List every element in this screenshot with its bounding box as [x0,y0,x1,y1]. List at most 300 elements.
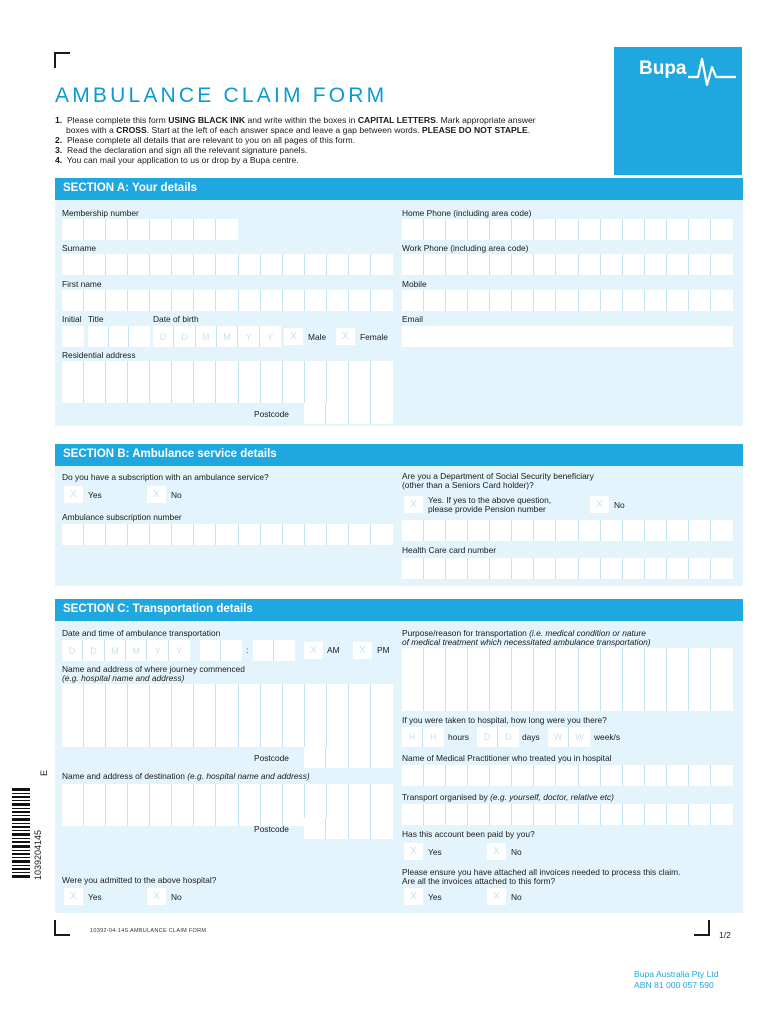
field-cell[interactable] [128,726,150,747]
field-cell[interactable] [446,254,468,275]
field-cell[interactable] [534,669,556,690]
field-cell[interactable] [239,361,261,382]
field-cell[interactable] [645,690,667,711]
field-cell[interactable] [424,804,446,825]
field-cell[interactable] [601,219,623,240]
field-cell[interactable] [579,690,601,711]
field-cell[interactable] [172,726,194,747]
title-field[interactable] [88,326,150,347]
field-cell[interactable] [194,219,216,240]
field-cell[interactable] [556,290,578,311]
field-cell[interactable] [645,804,667,825]
field-cell[interactable] [402,558,424,579]
transport-time-minutes-field[interactable] [253,640,295,661]
journey-start-line-3[interactable] [62,726,393,747]
field-cell[interactable] [512,669,534,690]
field-cell[interactable] [128,784,150,805]
field-cell[interactable] [534,520,556,541]
field-cell[interactable] [556,669,578,690]
field-cell[interactable] [239,254,261,275]
field-cell[interactable] [84,524,106,545]
field-cell[interactable] [490,648,512,669]
subscription-no-checkbox[interactable]: X [147,486,166,503]
field-cell[interactable] [305,524,327,545]
field-cell[interactable] [689,804,711,825]
field-cell[interactable] [84,290,106,311]
paid-no-checkbox[interactable]: X [487,843,506,860]
field-cell[interactable] [172,784,194,805]
field-cell[interactable] [216,705,238,726]
field-cell[interactable] [62,726,84,747]
field-cell[interactable] [261,290,283,311]
postcode-field[interactable] [304,403,393,424]
field-cell[interactable] [667,690,689,711]
field-cell[interactable] [490,558,512,579]
field-cell[interactable] [261,382,283,403]
field-cell[interactable] [106,784,128,805]
field-cell[interactable] [84,361,106,382]
field-cell[interactable] [711,765,733,786]
field-cell[interactable] [490,804,512,825]
membership-number-field[interactable] [62,219,238,240]
pm-checkbox[interactable]: X [353,642,372,659]
field-cell[interactable] [371,705,393,726]
address-line-2[interactable] [62,382,393,403]
field-cell[interactable] [128,705,150,726]
field-cell[interactable] [446,558,468,579]
field-cell[interactable] [402,326,733,347]
field-cell[interactable] [150,524,172,545]
field-cell[interactable] [371,524,393,545]
field-cell[interactable] [194,684,216,705]
purpose-line-3[interactable] [402,690,733,711]
field-cell[interactable] [645,254,667,275]
field-cell[interactable] [194,805,216,826]
field-cell[interactable] [283,524,305,545]
field-cell[interactable] [349,403,371,424]
field-cell[interactable] [667,648,689,669]
field-cell[interactable] [667,669,689,690]
field-cell[interactable] [468,219,490,240]
field-cell[interactable] [424,765,446,786]
field-cell[interactable] [216,784,238,805]
field-cell[interactable] [106,705,128,726]
field-cell[interactable] [304,403,326,424]
field-cell[interactable] [711,254,733,275]
field-cell[interactable] [194,524,216,545]
field-cell[interactable] [261,254,283,275]
field-cell[interactable] [623,765,645,786]
field-cell[interactable] [512,520,534,541]
field-cell[interactable] [283,684,305,705]
field-cell[interactable] [711,219,733,240]
field-cell[interactable] [327,684,349,705]
field-cell[interactable] [62,290,84,311]
field-cell[interactable] [446,690,468,711]
days-field[interactable] [477,727,519,747]
field-cell[interactable] [216,726,238,747]
field-cell[interactable] [239,524,261,545]
field-cell[interactable] [534,219,556,240]
field-cell[interactable] [601,804,623,825]
field-cell[interactable] [534,290,556,311]
field-cell[interactable] [216,684,238,705]
invoices-yes-checkbox[interactable]: X [404,888,423,905]
field-cell[interactable] [327,382,349,403]
field-cell[interactable] [512,558,534,579]
journey-start-line-1[interactable] [62,684,393,705]
field-cell[interactable] [402,690,424,711]
field-cell[interactable]: D [83,640,104,661]
field-cell[interactable] [689,669,711,690]
field-cell[interactable] [424,669,446,690]
field-cell[interactable] [283,290,305,311]
field-cell[interactable] [402,520,424,541]
address-line-1[interactable] [62,361,393,382]
field-cell[interactable] [402,669,424,690]
field-cell[interactable] [128,524,150,545]
field-cell[interactable] [305,684,327,705]
field-cell[interactable] [327,254,349,275]
field-cell[interactable] [623,254,645,275]
field-cell[interactable] [711,558,733,579]
health-care-card-field[interactable] [402,558,733,579]
field-cell[interactable] [556,690,578,711]
field-cell[interactable] [349,524,371,545]
field-cell[interactable] [689,219,711,240]
surname-field[interactable] [62,254,393,275]
journey-start-postcode-field[interactable] [304,747,393,768]
field-cell[interactable] [349,382,371,403]
field-cell[interactable]: H [423,727,444,747]
field-cell[interactable] [62,784,84,805]
field-cell[interactable] [556,520,578,541]
field-cell[interactable] [534,254,556,275]
field-cell[interactable] [194,705,216,726]
field-cell[interactable] [304,818,326,839]
am-checkbox[interactable]: X [304,642,323,659]
field-cell[interactable] [579,520,601,541]
field-cell[interactable] [424,558,446,579]
field-cell[interactable] [106,254,128,275]
first-name-field[interactable] [62,290,393,311]
field-cell[interactable] [623,290,645,311]
field-cell[interactable] [468,669,490,690]
field-cell[interactable] [667,219,689,240]
field-cell[interactable] [326,403,348,424]
field-cell[interactable] [667,804,689,825]
field-cell[interactable] [62,684,84,705]
field-cell[interactable] [172,684,194,705]
field-cell[interactable] [601,558,623,579]
field-cell[interactable] [128,290,150,311]
field-cell[interactable] [446,804,468,825]
field-cell[interactable] [402,254,424,275]
field-cell[interactable] [349,361,371,382]
field-cell[interactable] [261,361,283,382]
field-cell[interactable] [150,805,172,826]
field-cell[interactable] [327,726,349,747]
field-cell[interactable] [667,254,689,275]
field-cell[interactable] [689,558,711,579]
field-cell[interactable] [283,382,305,403]
field-cell[interactable] [150,684,172,705]
field-cell[interactable] [216,361,238,382]
field-cell[interactable] [349,747,371,768]
field-cell[interactable] [62,361,84,382]
field-cell[interactable]: D [174,326,195,347]
field-cell[interactable] [283,805,305,826]
field-cell[interactable] [216,219,238,240]
field-cell[interactable] [424,254,446,275]
field-cell[interactable] [667,290,689,311]
mobile-field[interactable] [402,290,733,311]
field-cell[interactable] [150,254,172,275]
field-cell[interactable] [689,648,711,669]
field-cell[interactable] [305,361,327,382]
field-cell[interactable] [371,684,393,705]
field-cell[interactable] [711,804,733,825]
purpose-line-2[interactable] [402,669,733,690]
field-cell[interactable] [579,765,601,786]
field-cell[interactable] [327,784,349,805]
field-cell[interactable] [172,254,194,275]
field-cell[interactable] [645,669,667,690]
field-cell[interactable] [446,219,468,240]
field-cell[interactable] [327,705,349,726]
field-cell[interactable] [446,765,468,786]
field-cell[interactable] [371,726,393,747]
field-cell[interactable] [534,804,556,825]
field-cell[interactable] [623,669,645,690]
field-cell[interactable] [689,520,711,541]
field-cell[interactable] [106,726,128,747]
field-cell[interactable] [84,705,106,726]
field-cell[interactable] [490,290,512,311]
field-cell[interactable] [468,520,490,541]
field-cell[interactable] [667,765,689,786]
field-cell[interactable] [239,705,261,726]
field-cell[interactable] [556,219,578,240]
destination-postcode-field[interactable] [304,818,393,839]
field-cell[interactable] [534,558,556,579]
field-cell[interactable] [283,361,305,382]
field-cell[interactable] [274,640,295,661]
field-cell[interactable] [261,805,283,826]
field-cell[interactable] [512,765,534,786]
field-cell[interactable] [579,558,601,579]
field-cell[interactable] [172,382,194,403]
field-cell[interactable]: W [548,727,569,747]
field-cell[interactable] [490,254,512,275]
field-cell[interactable] [424,690,446,711]
field-cell[interactable]: D [477,727,498,747]
field-cell[interactable] [645,648,667,669]
field-cell[interactable]: H [402,727,423,747]
field-cell[interactable] [62,254,84,275]
field-cell[interactable] [283,705,305,726]
field-cell[interactable]: M [196,326,217,347]
field-cell[interactable] [623,804,645,825]
pension-number-field[interactable] [402,520,733,541]
admitted-yes-checkbox[interactable]: X [64,888,83,905]
subscription-yes-checkbox[interactable]: X [64,486,83,503]
field-cell[interactable] [194,382,216,403]
field-cell[interactable] [446,520,468,541]
field-cell[interactable] [689,254,711,275]
field-cell[interactable] [62,805,84,826]
field-cell[interactable] [402,219,424,240]
field-cell[interactable] [512,648,534,669]
field-cell[interactable] [623,520,645,541]
field-cell[interactable] [468,254,490,275]
field-cell[interactable] [239,784,261,805]
field-cell[interactable] [601,690,623,711]
field-cell[interactable] [305,382,327,403]
transport-date-field[interactable] [62,640,190,661]
field-cell[interactable] [689,690,711,711]
field-cell[interactable] [304,747,326,768]
field-cell[interactable] [128,382,150,403]
field-cell[interactable] [371,382,393,403]
field-cell[interactable] [711,648,733,669]
field-cell[interactable] [128,805,150,826]
field-cell[interactable] [305,254,327,275]
transport-org-field[interactable] [402,804,733,825]
dob-field[interactable] [153,326,281,347]
field-cell[interactable] [194,361,216,382]
field-cell[interactable] [150,361,172,382]
field-cell[interactable] [305,726,327,747]
practitioner-field[interactable] [402,765,733,786]
field-cell[interactable] [468,558,490,579]
field-cell[interactable] [556,804,578,825]
field-cell[interactable]: D [62,640,83,661]
field-cell[interactable] [667,520,689,541]
field-cell[interactable]: D [498,727,519,747]
field-cell[interactable] [62,705,84,726]
field-cell[interactable]: M [105,640,126,661]
field-cell[interactable] [601,765,623,786]
work-phone-field[interactable] [402,254,733,275]
field-cell[interactable] [490,669,512,690]
field-cell[interactable] [62,219,84,240]
field-cell[interactable] [579,804,601,825]
field-cell[interactable] [327,524,349,545]
field-cell[interactable] [349,818,371,839]
field-cell[interactable] [371,361,393,382]
field-cell[interactable] [579,254,601,275]
field-cell[interactable] [424,219,446,240]
field-cell[interactable]: M [126,640,147,661]
field-cell[interactable] [579,648,601,669]
field-cell[interactable] [283,784,305,805]
field-cell[interactable] [689,290,711,311]
hours-field[interactable] [402,727,444,747]
field-cell[interactable] [349,726,371,747]
field-cell[interactable] [468,690,490,711]
field-cell[interactable] [402,765,424,786]
field-cell[interactable] [221,640,242,661]
field-cell[interactable] [424,648,446,669]
field-cell[interactable] [711,669,733,690]
field-cell[interactable] [253,640,274,661]
field-cell[interactable] [106,382,128,403]
field-cell[interactable] [128,219,150,240]
subscription-number-field[interactable] [62,524,393,545]
field-cell[interactable] [172,219,194,240]
field-cell[interactable] [468,648,490,669]
field-cell[interactable] [645,219,667,240]
field-cell[interactable] [150,784,172,805]
field-cell[interactable] [106,290,128,311]
field-cell[interactable]: Y [169,640,190,661]
field-cell[interactable] [106,524,128,545]
dss-yes-checkbox[interactable]: X [404,496,423,513]
field-cell[interactable] [556,254,578,275]
field-cell[interactable] [371,254,393,275]
field-cell[interactable] [305,705,327,726]
transport-time-hours-field[interactable] [200,640,242,661]
field-cell[interactable] [601,254,623,275]
field-cell[interactable] [689,765,711,786]
field-cell[interactable] [261,726,283,747]
field-cell[interactable] [623,558,645,579]
field-cell[interactable] [150,726,172,747]
field-cell[interactable] [490,765,512,786]
field-cell[interactable] [402,648,424,669]
field-cell[interactable] [62,524,84,545]
field-cell[interactable] [150,705,172,726]
home-phone-field[interactable] [402,219,733,240]
field-cell[interactable] [512,254,534,275]
field-cell[interactable] [711,290,733,311]
field-cell[interactable] [172,361,194,382]
field-cell[interactable] [216,382,238,403]
field-cell[interactable] [84,726,106,747]
field-cell[interactable] [84,805,106,826]
field-cell[interactable] [579,669,601,690]
field-cell[interactable] [349,684,371,705]
field-cell[interactable] [194,726,216,747]
field-cell[interactable] [468,765,490,786]
field-cell[interactable] [601,520,623,541]
field-cell[interactable] [261,684,283,705]
field-cell[interactable] [216,290,238,311]
field-cell[interactable] [84,382,106,403]
field-cell[interactable] [402,290,424,311]
field-cell[interactable] [446,290,468,311]
field-cell[interactable] [239,684,261,705]
field-cell[interactable] [349,254,371,275]
admitted-no-checkbox[interactable]: X [147,888,166,905]
field-cell[interactable] [261,705,283,726]
field-cell[interactable] [371,747,393,768]
field-cell[interactable] [172,805,194,826]
field-cell[interactable] [84,254,106,275]
field-cell[interactable] [84,784,106,805]
field-cell[interactable] [402,804,424,825]
field-cell[interactable] [128,361,150,382]
field-cell[interactable] [283,726,305,747]
field-cell[interactable] [446,669,468,690]
field-cell[interactable]: W [569,727,590,747]
field-cell[interactable] [106,684,128,705]
field-cell[interactable] [623,690,645,711]
field-cell[interactable]: Y [238,326,259,347]
field-cell[interactable] [261,784,283,805]
field-cell[interactable] [534,690,556,711]
